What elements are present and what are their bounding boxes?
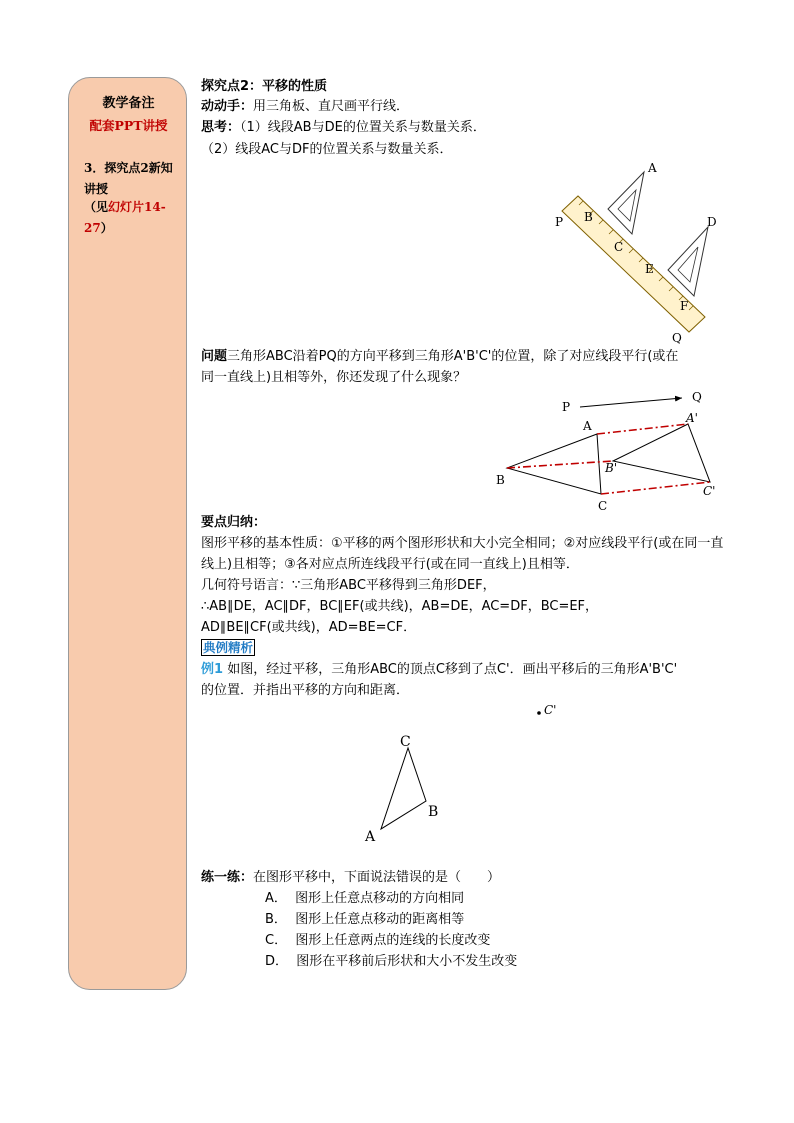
hands-on-line xyxy=(201,97,409,117)
option-b xyxy=(265,910,464,930)
summary-line-1: 图形平移的基本性质：①平移的两个图形形状和大小完全相同；②对应线段平行(或在同一直 xyxy=(201,536,724,551)
symbol-line-2: ∴AB∥DE，AC∥DF，BC∥EF(或共线)，AB=DE，AC=DF，BC=EF， xyxy=(201,599,599,614)
fig2-label-A: A xyxy=(583,419,592,433)
fig2-label-B: B xyxy=(496,473,505,487)
symbol-line-1: 几何符号语言：∵三角形ABC平移得到三角形DEF， xyxy=(201,578,496,593)
fig2-label-C-prime: C' xyxy=(703,484,716,498)
point-c-prime xyxy=(537,711,541,715)
set-square-1 xyxy=(608,172,644,234)
option-a xyxy=(265,889,464,909)
example-line-2: 的位置．并指出平移的方向和距离． xyxy=(201,683,410,698)
fig2-label-C: C xyxy=(598,499,608,513)
fig3-label-C: C xyxy=(400,734,411,750)
fig2-label-A-prime: A' xyxy=(686,411,698,425)
example-tag: 典例精析 xyxy=(203,640,254,655)
option-c xyxy=(265,931,490,951)
fig1-label-P: P xyxy=(555,215,564,229)
option-c-letter: C． xyxy=(265,933,288,948)
hands-on-text: 用三角板、直尺画平行线． xyxy=(253,99,410,114)
section-heading: 探究点2：平移的性质 xyxy=(201,79,328,94)
fig2-label-Q: Q xyxy=(692,390,702,404)
example-line-1 xyxy=(201,660,677,680)
fig1-label-C: C xyxy=(614,240,624,254)
example-tag-line xyxy=(201,639,255,659)
correspondence-lines xyxy=(507,424,710,494)
question-line-1 xyxy=(201,347,678,367)
step-note: 3．探究点2新知讲授 xyxy=(84,161,173,196)
think-q1: （1）线段AB与DE的位置关系与数量关系． xyxy=(240,120,486,135)
option-a-text: 图形上任意点移动的方向相同 xyxy=(295,891,465,906)
option-d-letter: D． xyxy=(265,954,289,969)
slides-open: （见 xyxy=(84,200,109,214)
example-label: 例1 xyxy=(201,662,224,677)
example-figure xyxy=(355,700,575,850)
hands-on-label: 动动手： xyxy=(201,99,254,114)
triangle-abc xyxy=(507,434,601,494)
symbol-line-3: AD∥BE∥CF(或共线)，AD=BE=CF． xyxy=(201,620,417,635)
fig2-label-B-prime: B' xyxy=(605,461,618,475)
practice-line xyxy=(201,868,500,888)
triangle-abc-image xyxy=(613,424,710,482)
fig1-label-E: E xyxy=(645,262,654,276)
notes-title: 教学备注 xyxy=(102,96,155,111)
fig1-label-B: B xyxy=(584,210,593,224)
fig1-label-F: F xyxy=(680,299,689,313)
fig3-label-C-prime: C' xyxy=(544,703,557,717)
practice-label: 练一练： xyxy=(201,870,254,885)
question-text-1: 三角形ABC沿着PQ的方向平移到三角形A'B'C'的位置，除了对应线段平行(或在 xyxy=(227,349,679,364)
practice-text: 在图形平移中，下面说法错误的是（ ） xyxy=(253,870,501,885)
slides-close: ） xyxy=(100,221,113,235)
think-q2: （2）线段AC与DF的位置关系与数量关系． xyxy=(201,142,453,157)
direction-arrow-pq xyxy=(580,398,682,407)
option-d-text: 图形在平移前后形状和大小不发生改变 xyxy=(296,954,518,969)
summary-line-2: 线上)且相等；③各对应点所连线段平行(或在同一直线上)且相等． xyxy=(201,557,579,572)
question-line-2: 同一直线上)且相等外，你还发现了什么现象？ xyxy=(201,370,467,385)
option-a-letter: A． xyxy=(265,891,287,906)
think-label: 思考： xyxy=(201,120,241,135)
question-label: 问题 xyxy=(201,349,228,364)
example-triangle xyxy=(381,748,426,829)
option-b-letter: B． xyxy=(265,912,287,927)
fig1-label-D: D xyxy=(707,215,717,229)
slides-range: 幻灯片14-27 xyxy=(84,200,166,235)
fig2-label-P: P xyxy=(562,400,571,414)
option-b-text: 图形上任意点移动的距离相等 xyxy=(295,912,465,927)
option-d xyxy=(265,952,517,972)
summary-label: 要点归纳： xyxy=(201,515,267,530)
translation-figure xyxy=(490,386,730,516)
slides-note xyxy=(84,197,180,239)
fig1-label-Q: Q xyxy=(672,331,682,345)
example-text-1: 如图，经过平移，三角形ABC的顶点C移到了点C'．画出平移后的三角形A'B'C' xyxy=(227,662,678,677)
fig3-label-A: A xyxy=(365,829,376,845)
fig3-label-B: B xyxy=(428,804,439,820)
think-line xyxy=(201,118,486,138)
ppt-note: 配套PPT讲授 xyxy=(89,118,168,133)
option-c-text: 图形上任意两点的连线的长度改变 xyxy=(295,933,491,948)
ruler-triangles-figure xyxy=(548,155,723,345)
teaching-notes-panel xyxy=(68,77,187,990)
set-square-2 xyxy=(668,227,708,296)
fig1-label-A: A xyxy=(648,161,657,175)
